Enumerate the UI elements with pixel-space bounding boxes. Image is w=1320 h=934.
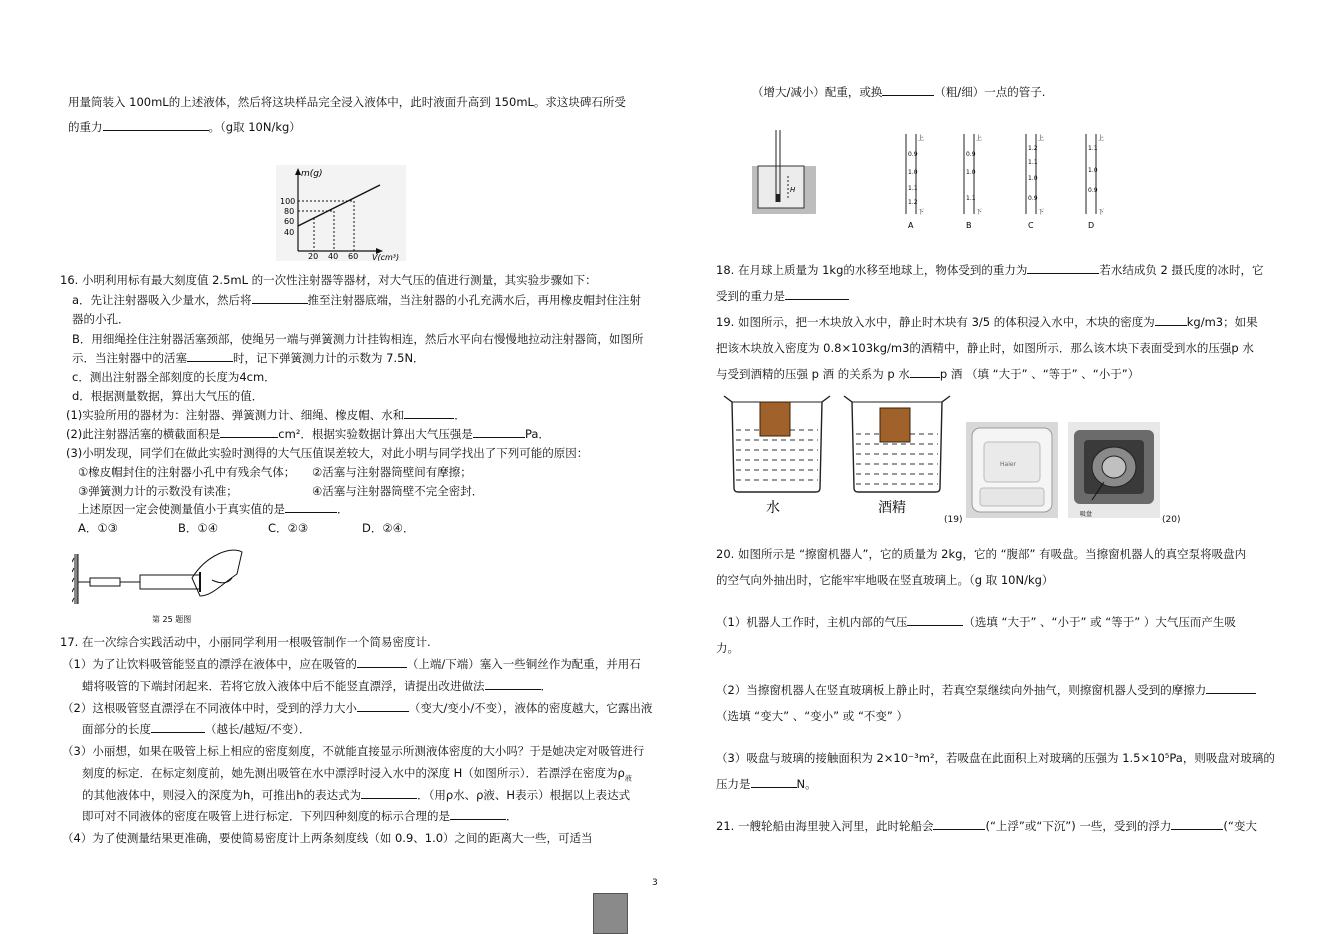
page-number: 3 bbox=[652, 878, 658, 888]
q16-step-a2: 器的小孔． bbox=[72, 312, 130, 326]
scale-label-c: C bbox=[1028, 221, 1034, 230]
q20-part-2b: （选填 “变大” 、“变小” 或 “不变” ） bbox=[716, 709, 909, 723]
q16-step-d: d．根据测量数据，算出大气压的值． bbox=[72, 389, 264, 403]
q17-stem: 17. 在一次综合实践活动中，小丽同学利用一根吸管制作一个简易密度计. bbox=[60, 635, 431, 649]
answer-blank bbox=[751, 775, 797, 788]
water-beaker-figure bbox=[718, 392, 836, 518]
answer-blank bbox=[1206, 681, 1256, 694]
svg-text:0.9: 0.9 bbox=[1088, 187, 1098, 194]
density-scales-figure bbox=[876, 130, 1116, 230]
answer-blank bbox=[785, 287, 849, 300]
svg-text:上: 上 bbox=[1038, 135, 1045, 142]
q16-part-2: (2)此注射器活塞的横截面积是 cm²．根据实验数据计算出大气压强是 Pa． bbox=[66, 427, 550, 441]
q20-line-2: 的空气向外抽出时，它能牢牢地吸在竖直玻璃上。（g 取 10N/kg） bbox=[716, 573, 1054, 587]
graph-x-tick: 60 bbox=[348, 252, 359, 261]
answer-blank bbox=[361, 786, 417, 799]
answer-blank bbox=[450, 807, 506, 820]
q20-part-1b: 力。 bbox=[716, 641, 739, 655]
svg-text:1.1: 1.1 bbox=[1088, 145, 1098, 152]
q17-part-3: （3）小丽想，如果在吸管上标上相应的密度刻度，不就能直接显示所测液体密度的大小吗？于是她决定对吸管进行 bbox=[62, 744, 645, 758]
q20-part-1: （1）机器人工作时，主机内部的气压 （选填 “大于” 、“小于” 或 “等于” ）大气压而产生吸 bbox=[716, 615, 1236, 629]
graph-y-label: m(g) bbox=[301, 169, 323, 179]
graph-x-tick: 20 bbox=[308, 252, 319, 261]
svg-text:1.1: 1.1 bbox=[908, 185, 918, 192]
answer-blank bbox=[220, 425, 278, 438]
answer-blank bbox=[485, 677, 541, 690]
q16-step-c: c．测出注射器全部刻度的长度为4cm． bbox=[72, 370, 276, 384]
q21-line-1: 21. 一艘轮船由海里驶入河里，此时轮船会 (“上浮”或“下沉”) 一些，受到的浮力 (“变大 bbox=[716, 819, 1257, 833]
q20-line-1: 20. 如图所示是 “擦窗机器人”，它的质量为 2kg，它的 “腹部” 有吸盘。当擦窗机器人的真空泵将吸盘内 bbox=[716, 547, 1247, 561]
svg-text:1.1: 1.1 bbox=[966, 195, 976, 202]
svg-text:1.0: 1.0 bbox=[1028, 175, 1038, 182]
tube-depth-label: H bbox=[790, 186, 796, 194]
answer-blank bbox=[1027, 261, 1099, 274]
q19-line-2: 把该木块放入密度为 0.8×103kg/m3的酒精中，静止时，如图所示．那么该木块下表面受到水的压强p 水 bbox=[716, 341, 1254, 355]
graph-x-label: V(cm³) bbox=[372, 253, 400, 261]
answer-blank bbox=[103, 118, 209, 131]
svg-text:1.2: 1.2 bbox=[908, 199, 918, 206]
page-scroll-thumb[interactable] bbox=[593, 893, 628, 934]
q20-part-3b: 压力是 N。 bbox=[716, 777, 817, 791]
svg-text:1.0: 1.0 bbox=[1088, 167, 1098, 174]
q17-part-4: （4）为了使测量结果更准确，要使简易密度计上两条刻度线（如 0.9、1.0）之间的距离大一些，可适当 bbox=[62, 831, 593, 845]
q16-reason-1: ①橡皮帽封住的注射器小孔中有残余气体； bbox=[78, 465, 296, 479]
q16-question: 上述原因一定会使测量值小于真实值的是 ． bbox=[78, 502, 349, 516]
syringe-figure bbox=[72, 544, 248, 626]
answer-blank bbox=[882, 83, 934, 96]
svg-text:0.9: 0.9 bbox=[1028, 195, 1038, 202]
answer-blank bbox=[473, 425, 525, 438]
q17-part-3d: 即可对不同液体的密度在吸管上进行标定．下列四种刻度的标示合理的是 ． bbox=[82, 809, 518, 823]
q20-part-2: （2）当擦窗机器人在竖直玻璃板上静止时，若真空泵继续向外抽气，则擦窗机器人受到的摩擦力 bbox=[716, 680, 1256, 701]
robot-brand-text: Haier bbox=[1000, 461, 1017, 468]
answer-blank bbox=[1155, 313, 1187, 326]
scale-label-b: B bbox=[966, 221, 972, 230]
figure-caption: 第 25 题图 bbox=[152, 615, 192, 624]
svg-text:1.2: 1.2 bbox=[1028, 145, 1038, 152]
answer-blank bbox=[1171, 817, 1223, 830]
q20-part-3: （3）吸盘与玻璃的接触面积为 2×10⁻³m²，若吸盘在此面积上对玻璃的压强为 1.5×10⁵Pa，则吸盘对玻璃的 bbox=[716, 751, 1275, 765]
answer-blank bbox=[907, 613, 963, 626]
graph-y-tick: 80 bbox=[284, 207, 295, 216]
robot-underside-photo bbox=[1068, 422, 1160, 518]
q19-line-1: 19. 如图所示，把一木块放入水中，静止时木块有 3/5 的体积浸入水中，木块的密度为 kg/m3；如果 bbox=[716, 315, 1258, 329]
answer-blank bbox=[404, 406, 454, 419]
svg-text:上: 上 bbox=[976, 135, 983, 142]
text-line: 的重力 。（g取 10N/kg） bbox=[68, 120, 301, 134]
q16-option-c: C．②③ bbox=[268, 521, 309, 535]
q16-reason-4: ④活塞与注射器筒壁不完全密封． bbox=[312, 484, 484, 498]
window-robot-photo bbox=[966, 422, 1058, 518]
svg-text:0.9: 0.9 bbox=[966, 151, 976, 158]
svg-text:1.1: 1.1 bbox=[1028, 159, 1038, 166]
q16-step-a: a．先让注射器吸入少量水，然后将 推至注射器底端，当注射器的小孔充满水后，再用橡皮帽封住注射 bbox=[72, 293, 642, 307]
q16-option-b: B．①④ bbox=[178, 521, 219, 535]
graph-y-tick: 100 bbox=[280, 197, 296, 206]
figure-20-caption: (20) bbox=[1162, 515, 1181, 525]
q16-step-b2: 示．当注射器中的活塞 时，记下弹簧测力计的示数为 7.5N． bbox=[72, 351, 425, 365]
q16-option-a: A．①③ bbox=[78, 521, 118, 535]
graph-y-tick: 60 bbox=[284, 217, 295, 226]
graph-x-tick: 40 bbox=[328, 252, 339, 261]
answer-blank bbox=[933, 817, 985, 830]
q16-reason-3: ③弹簧测力计的示数没有读准； bbox=[78, 484, 238, 498]
straw-in-beaker-figure bbox=[752, 130, 816, 214]
q17-part-2: （2）这根吸管竖直漂浮在不同液体中时，受到的浮力大小 （变大/变小/不变），液体的密度越大，它露出液 bbox=[62, 701, 653, 715]
svg-text:上: 上 bbox=[918, 135, 925, 142]
svg-text:下: 下 bbox=[1098, 209, 1105, 216]
answer-blank bbox=[187, 349, 233, 362]
beaker-water-label: 水 bbox=[766, 500, 780, 516]
svg-text:上: 上 bbox=[1098, 135, 1105, 142]
answer-blank bbox=[357, 655, 407, 668]
q16-reason-2: ②活塞与注射器筒壁间有摩擦； bbox=[312, 465, 472, 479]
q17-part-1: （1）为了让饮料吸管能竖直的漂浮在液体中，应在吸管的 （上端/下端）塞入一些铜丝作为配重，并用石 bbox=[62, 657, 641, 671]
answer-blank bbox=[357, 699, 409, 712]
suction-cup-label: 吸盘 bbox=[1080, 511, 1093, 518]
answer-blank bbox=[252, 291, 308, 304]
answer-blank bbox=[910, 365, 940, 378]
q16-part-1: (1)实验所用的器材为：注射器、弹簧测力计、细绳、橡皮帽、水和 ． bbox=[66, 408, 466, 422]
q17-part-3c: 的其他液体中，则浸入的深度为h，可推出h的表达式为 ．（用ρ水、ρ液、H表示）根据以上表达式 bbox=[82, 788, 631, 802]
q17-part-4-cont: （增大/减小）配重，或换 （粗/细）一点的管子. bbox=[752, 85, 1046, 99]
q16-part-3: (3)小明发现，同学们在做此实验时测得的大气压值误差较大，对此小明与同学找出了下列可能的原因： bbox=[66, 446, 589, 460]
scale-label-d: D bbox=[1088, 221, 1095, 230]
q17-part-3b: 刻度的标定．在标定刻度前，她先测出吸管在水中漂浮时浸入水中的深度 H（如图所示）．若漂浮在密度为$\rho_液$ bbox=[82, 766, 632, 783]
q16-option-d: D．②④． bbox=[362, 521, 415, 535]
answer-blank bbox=[151, 720, 205, 733]
beaker-alcohol-label: 酒精 bbox=[878, 500, 906, 516]
svg-text:0.9: 0.9 bbox=[908, 151, 918, 158]
text-line: 用量筒装入 100mL的上述液体，然后将这块样品完全浸入液体中，此时液面升高到 150mL。求这块碑石所受 bbox=[68, 95, 626, 109]
scale-label-a: A bbox=[908, 221, 914, 230]
svg-text:下: 下 bbox=[1038, 209, 1045, 216]
graph-y-tick: 40 bbox=[284, 228, 295, 237]
q17-part-2b: 面部分的长度 （越长/越短/不变）． bbox=[82, 722, 311, 736]
figure-19-caption: (19) bbox=[944, 515, 963, 525]
q19-line-3: 与受到酒精的压强 p 酒 的关系为 p 水 p 酒 （填 “大于” 、“等于” 、“小于”） bbox=[716, 367, 1140, 381]
svg-text:1.0: 1.0 bbox=[966, 169, 976, 176]
alcohol-beaker-figure bbox=[838, 392, 956, 518]
q18-line-2: 受到的重力是 bbox=[716, 286, 849, 307]
q16-stem: 16. 小明利用标有最大刻度值 2.5mL 的一次性注射器等器材，对大气压的值进行测量，其实验步骤如下： bbox=[60, 273, 597, 287]
answer-blank bbox=[285, 500, 337, 513]
svg-text:1.0: 1.0 bbox=[908, 169, 918, 176]
svg-text:下: 下 bbox=[976, 209, 983, 216]
q17-part-1b: 蜡将吸管的下端封闭起来．若将它放入液体中后不能竖直漂浮，请提出改进做法 ． bbox=[82, 679, 552, 693]
q16-step-b: B．用细绳拴住注射器活塞颈部，使绳另一端与弹簧测力计挂钩相连，然后水平向右慢慢地拉动注射器筒，如图所 bbox=[72, 332, 644, 346]
svg-text:下: 下 bbox=[918, 209, 925, 216]
q18-line-1: 18. 在月球上质量为 1kg的水移至地球上，物体受到的重力为 若水结成负 2 摄氏度的冰时，它 bbox=[716, 263, 1264, 277]
mass-volume-graph bbox=[276, 165, 406, 261]
